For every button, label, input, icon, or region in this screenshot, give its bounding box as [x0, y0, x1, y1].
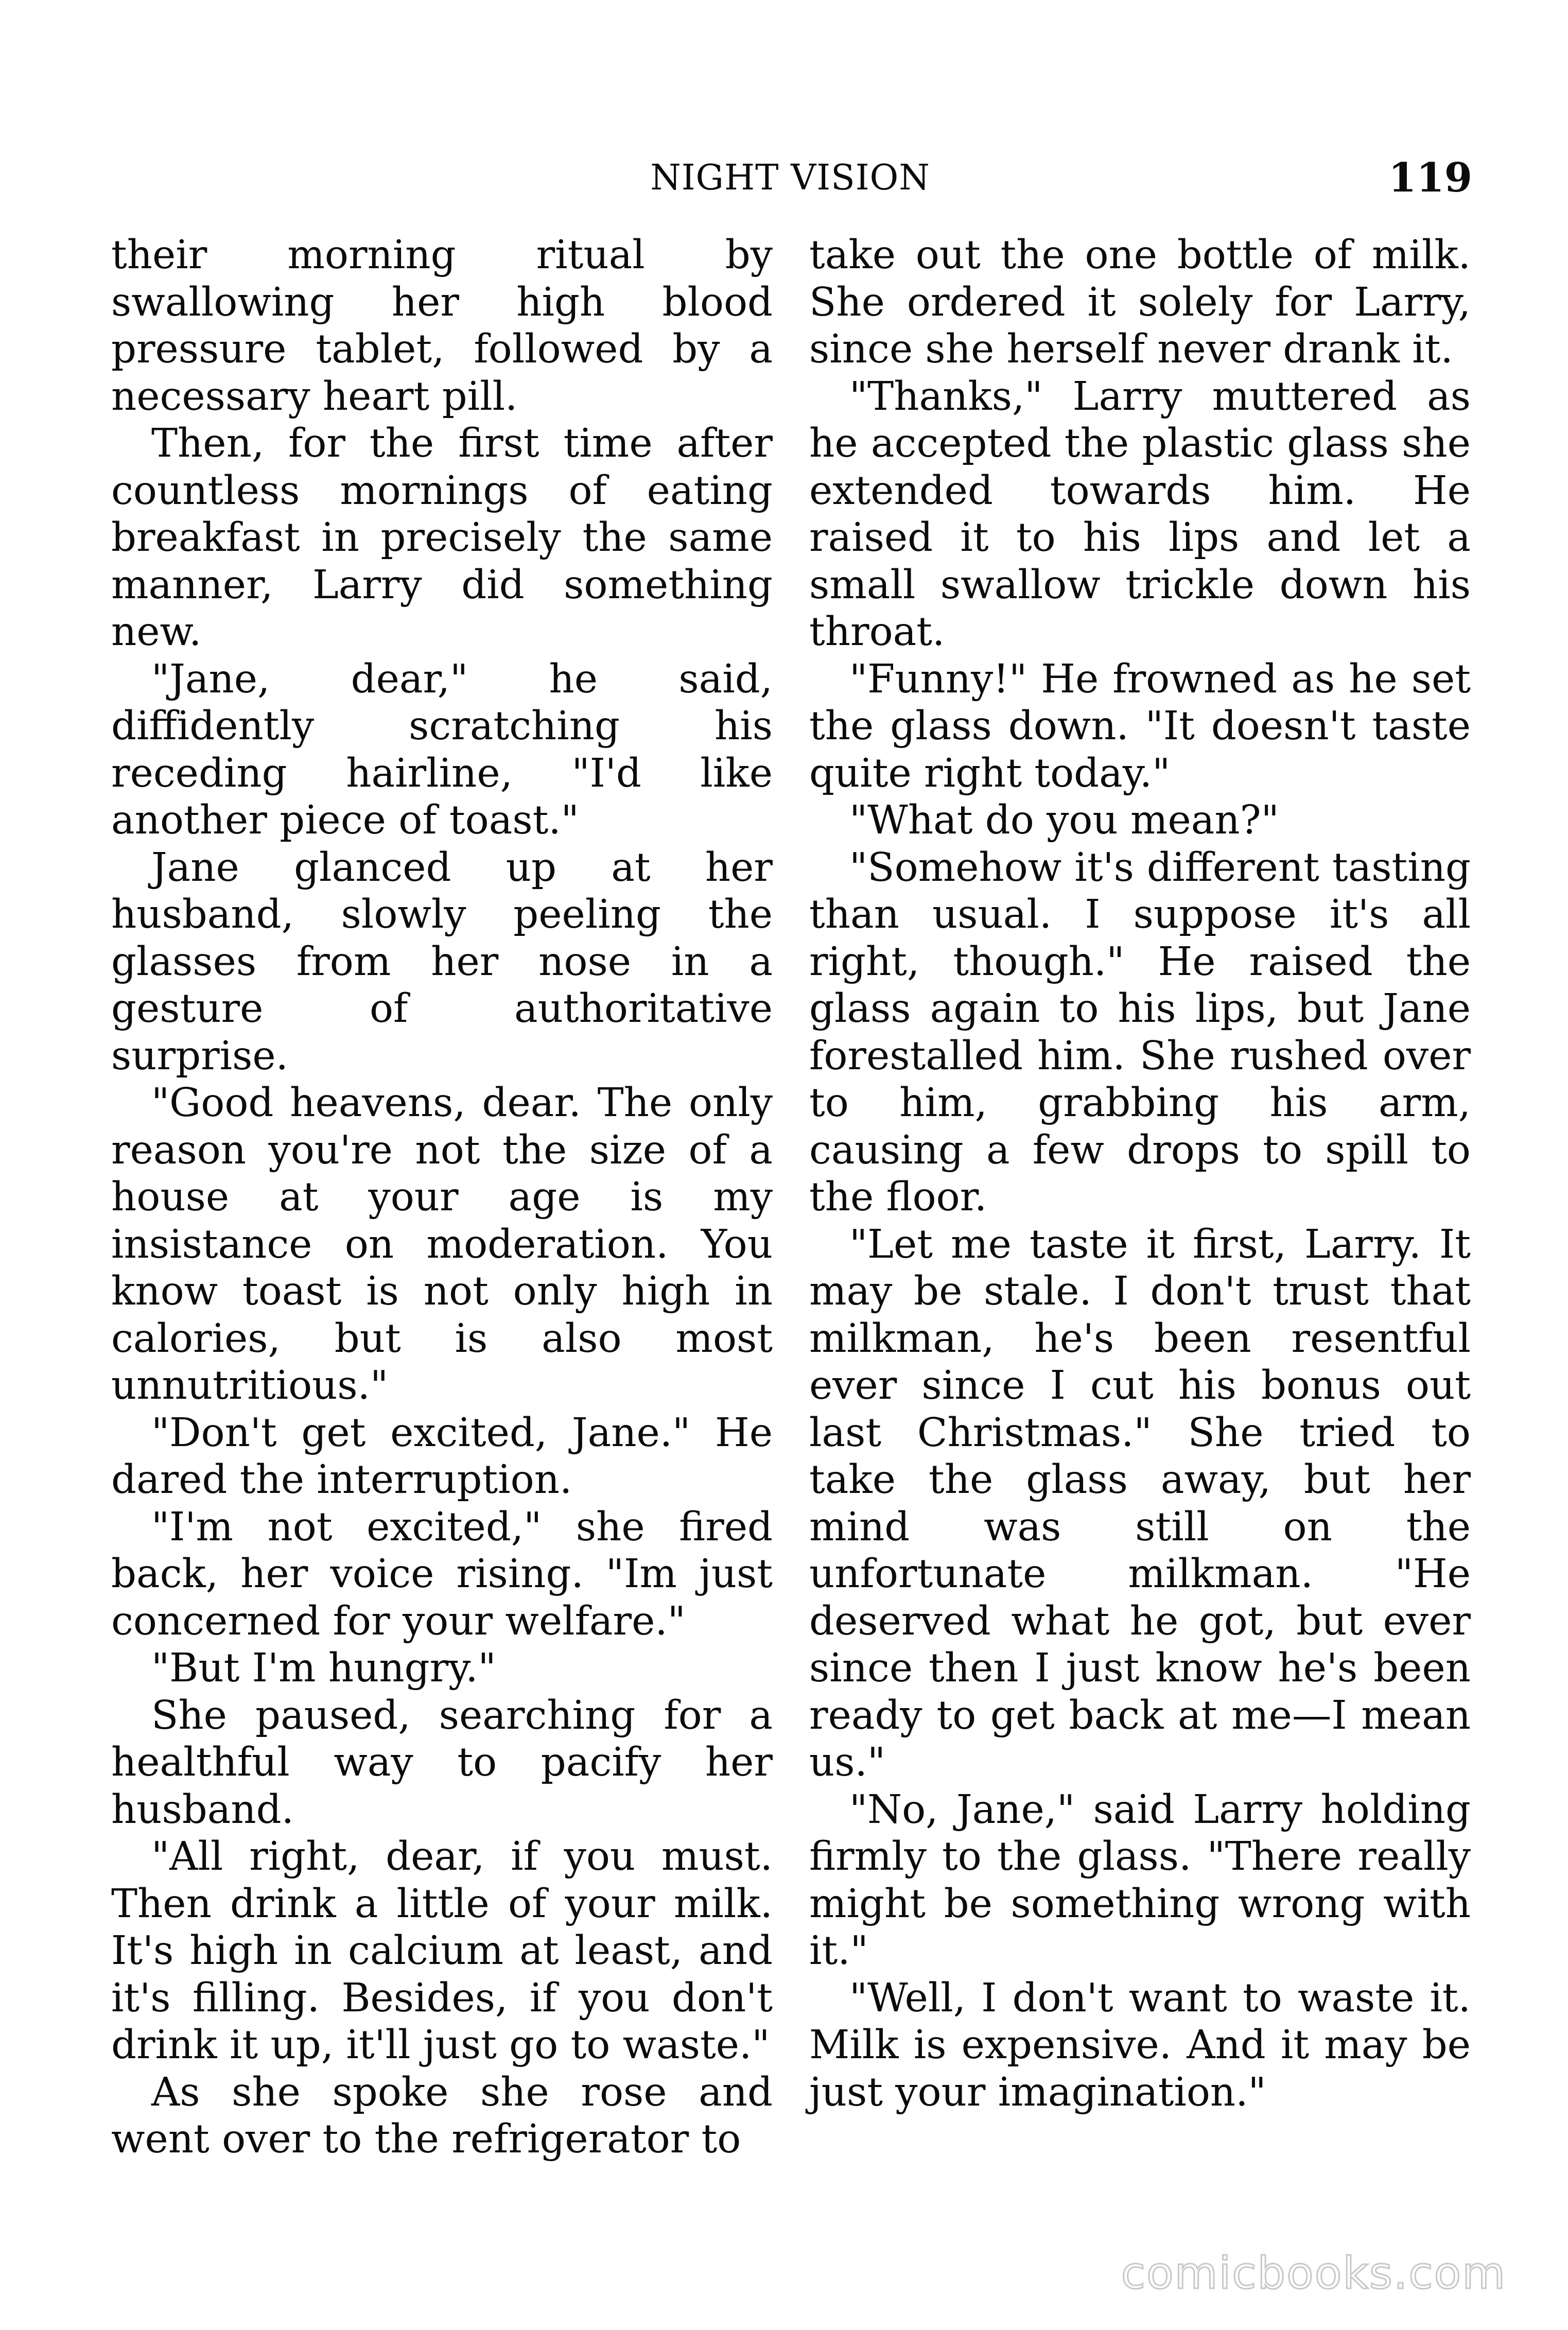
right-column — [809, 232, 1471, 2116]
paragraph: "Don't get excited, Jane." He dared the interruption. — [111, 1410, 773, 1503]
running-title: NIGHT VISION — [650, 158, 930, 198]
paragraph: "Well, I don't want to waste it. Milk is expensive. And it may be just your imagination." — [809, 1975, 1471, 2115]
paragraph: "Good heavens, dear. The only reason you're not the size of a house at your age is my insistance on moderation. You know toast is not only high in calories, but is also most unnutritious." — [111, 1080, 773, 1409]
paragraph: "But I'm hungry." — [151, 1645, 496, 1691]
paragraph: "I'm not excited," she fired back, her voice rising. "Im just concerned for your welfare." — [111, 1504, 773, 1644]
paragraph: "Let me taste it first, Larry. It may be stale. I don't trust that milkman, he's been resentful ever since I cut his bonus out last Christmas." She tried to take the glass away, but her mind was still on the unfortunate milkman. "He deserved what he got, but ever since then I just know he's been ready to get back at me—I mean us." — [809, 1221, 1471, 1785]
page-number: 119 — [1388, 154, 1472, 201]
paragraph: take out the one bottle of milk. She ordered it solely for Larry, since she herself never drank it. — [809, 232, 1471, 372]
paragraph: "No, Jane," said Larry holding firmly to the glass. "There really might be something wrong with it." — [809, 1786, 1471, 1974]
paragraph: She paused, searching for a healthful way to pacify her husband. — [111, 1692, 773, 1833]
watermark: comicbooks.com — [1121, 2248, 1506, 2299]
paragraph: "Thanks," Larry muttered as he accepted the plastic glass she extended towards him. He raised it to his lips and let a small swallow trickle down his throat. — [809, 373, 1471, 655]
left-column — [111, 232, 773, 2163]
paragraph: "Funny!" He frowned as he set the glass down. "It doesn't taste quite right today." — [809, 656, 1471, 796]
paragraph: "Somehow it's different tasting than usual. I suppose it's all right, though." He raised the glass again to his lips, but Jane forestalled him. She rushed over to him, grabbing his arm, causing a few drops to spill to the floor. — [809, 844, 1471, 1220]
paragraph: Then, for the first time after countless mornings of eating breakfast in precisely the same manner, Larry did something new. — [111, 421, 773, 655]
paragraph: "All right, dear, if you must. Then drink a little of your milk. It's high in calcium at least, and it's filling. Besides, if you don't drink it up, it'll just go to waste." — [111, 1834, 773, 2068]
paragraph: As she spoke she rose and went over to the refrigerator to — [111, 2069, 773, 2162]
running-head — [108, 154, 1472, 211]
paragraph: Jane glanced up at her husband, slowly peeling the glasses from her nose in a gesture of authoritative surprise. — [111, 844, 773, 1079]
paragraph: their morning ritual by swallowing her high blood pressure tablet, followed by a necessary heart pill. — [111, 232, 773, 420]
paragraph: "Jane, dear," he said, diffidently scratching his receding hairline, "I'd like another piece of toast." — [111, 656, 773, 843]
paragraph: "What do you mean?" — [849, 797, 1279, 843]
